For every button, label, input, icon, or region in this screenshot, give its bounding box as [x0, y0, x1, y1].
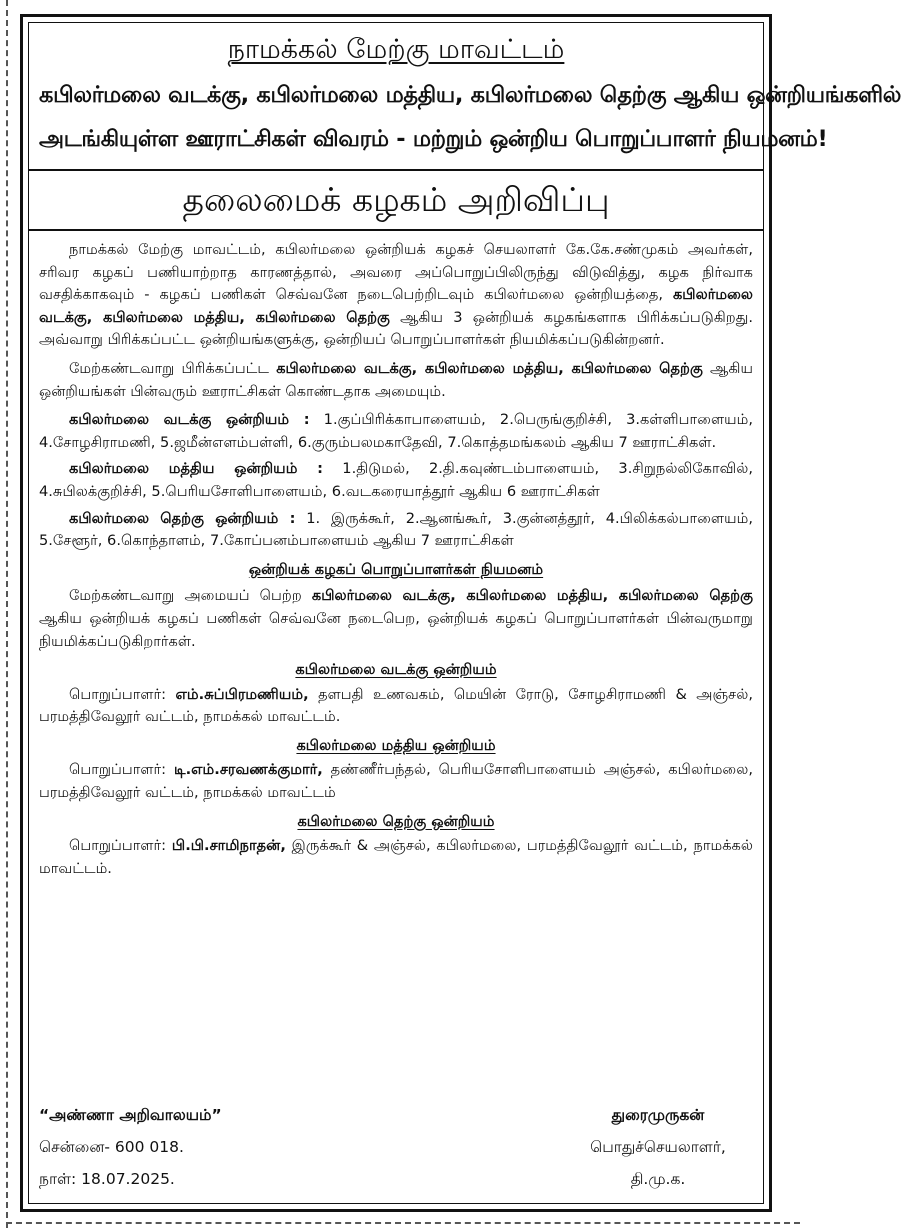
cut-line-left — [6, 0, 8, 1228]
union-central: கபிலர்மலை மத்திய ஒன்றியம் : 1.திடுமல், 2.தி.கவுண்டம்பாளையம், 3.சிறுநல்லிகோவில், 4.சுபிலக்குறிச்சி, 5.பெரியசோளிபாளையம், 6.வடகரையாத்தூர் ஆகிய 6 ஊராட்சிகள் — [39, 460, 753, 500]
footer-designation: பொதுச்செயலாளர், — [590, 1138, 726, 1156]
notice-frame — [20, 14, 901, 1212]
appointments-section-title: ஒன்றியக் கழகப் பொறுப்பாளர்கள் நியமனம் — [248, 560, 544, 578]
cut-line-bottom — [6, 1222, 800, 1224]
appointment-south: பொறுப்பாளர்: பி.பி.சாமிநாதன், இருக்கூர் & அஞ்சல், கபிலர்மலை, பரமத்திவேலூர் வட்டம், நாமக்கல் மாவட்டம். — [39, 837, 753, 877]
headline-line-2: அடங்கியுள்ள ஊராட்சிகள் விவரம் - மற்றும் ஒன்றிய பொறுப்பாளர் நியமனம்! — [39, 126, 828, 152]
footer-signatory: துரைமுருகன் — [611, 1106, 705, 1124]
notice-footer — [39, 1099, 753, 1195]
district-title — [39, 31, 753, 69]
appointment-north: பொறுப்பாளர்: எம்.சுப்பிரமணியம், தளபதி உணவகம், மெயின் ரோடு, சோழசிராமணி & அஞ்சல், பரமத்திவேலூர் வட்டம், நாமக்கல் மாவட்டம். — [39, 685, 753, 726]
announcement-title: தலைமைக் கழகம் அறிவிப்பு — [182, 180, 610, 219]
footer-row-2 — [39, 1131, 753, 1163]
appointment-central-title: கபிலர்மலை மத்திய ஒன்றியம் — [296, 736, 496, 754]
paragraph-1: நாமக்கல் மேற்கு மாவட்டம், கபிலர்மலை ஒன்றியக் கழகச் செயலாளர் கே.கே.சண்முகம் அவர்கள், சரிவர கழகப் பணியாற்றாத காரணத்தால், அவரை அப்பொறுப்பிலிருந்து விடுவித்து, கழக நிர்வாக வசதிக்காகவும் - கழகப் பணிகள் செவ்வனே நடைபெற்றிடவும் கபிலர்மலை ஒன்றியத்தை, கபிலர்மலை வடக்கு, கபிலர்மலை மத்திய, கபிலர்மலை தெற்கு ஆகிய 3 ஒன்றியக் கழகங்களாக பிரிக்கப்படுகிறது. அவ்வாறு பிரிக்கப்பட்ட ஒன்றியங்களுக்கு, ஒன்றியப் பொறுப்பாளர்கள் நியமிக்கப்படுகின்றனர். — [39, 241, 754, 349]
notice-inner-frame — [28, 22, 901, 1204]
headline-line-1: கபிலர்மலை வடக்கு, கபிலர்மலை மத்திய, கபிலர்மலை தெற்கு ஆகிய ஒன்றியங்களில் — [39, 82, 901, 108]
divider-bottom — [29, 229, 763, 231]
paragraph-3: மேற்கண்டவாறு அமையப் பெற்ற கபிலர்மலை வடக்கு, கபிலர்மலை மத்திய, கபிலர்மலை தெற்கு ஆகிய ஒன்றியக் கழகப் பணிகள் செவ்வனே நடைபெற, ஒன்றியக் கழகப் பொறுப்பாளர்கள் பின்வருமாறு நியமிக்கப்படுகிறார்கள். — [39, 587, 753, 650]
union-north: கபிலர்மலை வடக்கு ஒன்றியம் : 1.குப்பிரிக்காபாளையம், 2.பெருங்குறிச்சி, 3.கள்ளிபாளையம், 4.சோழசிராமணி, 5.ஜமீன்எளம்பள்ளி, 6.குரும்பலமகாதேவி, 7.கொத்தமங்கலம் ஆகிய 7 ஊராட்சிகள். — [39, 411, 754, 451]
footer-date: நாள்: 18.07.2025. — [39, 1170, 175, 1188]
footer-city: சென்னை- 600 018. — [39, 1138, 184, 1156]
footer-row-3 — [39, 1163, 753, 1195]
paragraph-2: மேற்கண்டவாறு பிரிக்கப்பட்ட கபிலர்மலை வடக்கு, கபிலர்மலை மத்திய, கபிலர்மலை தெற்கு ஆகிய ஒன்றியங்கள் பின்வரும் ஊராட்சிகள் கொண்டதாக அமையும். — [39, 359, 753, 400]
district-title-text: நாமக்கல் மேற்கு மாவட்டம் — [227, 34, 565, 65]
union-list — [39, 409, 753, 553]
footer-row-1 — [39, 1099, 753, 1131]
appointment-central: பொறுப்பாளர்: டி.எம்.சரவணக்குமார், தண்ணீர்பந்தல், பெரியசோளிபாளையம் அஞ்சல், கபிலர்மலை, பரமத்திவேலூர் வட்டம், நாமக்கல் மாவட்டம் — [39, 761, 753, 802]
footer-party: தி.மு.க. — [630, 1170, 686, 1188]
appointment-north-title: கபிலர்மலை வடக்கு ஒன்றியம் — [295, 661, 497, 679]
footer-place: “அண்ணா அறிவாலயம்” — [39, 1106, 222, 1124]
appointment-south-title: கபிலர்மலை தெற்கு ஒன்றியம் — [297, 812, 495, 830]
notice-body — [39, 239, 753, 880]
union-south: கபிலர்மலை தெற்கு ஒன்றியம் : 1. இருக்கூர், 2.ஆனங்கூர், 3.குன்னத்தூர், 4.பிலிக்கல்பாளையம், 5.சேளூர், 6.கொந்தாளம், 7.கோப்பனம்பாளையம் ஆகிய 7 ஊராட்சிகள் — [39, 509, 753, 550]
